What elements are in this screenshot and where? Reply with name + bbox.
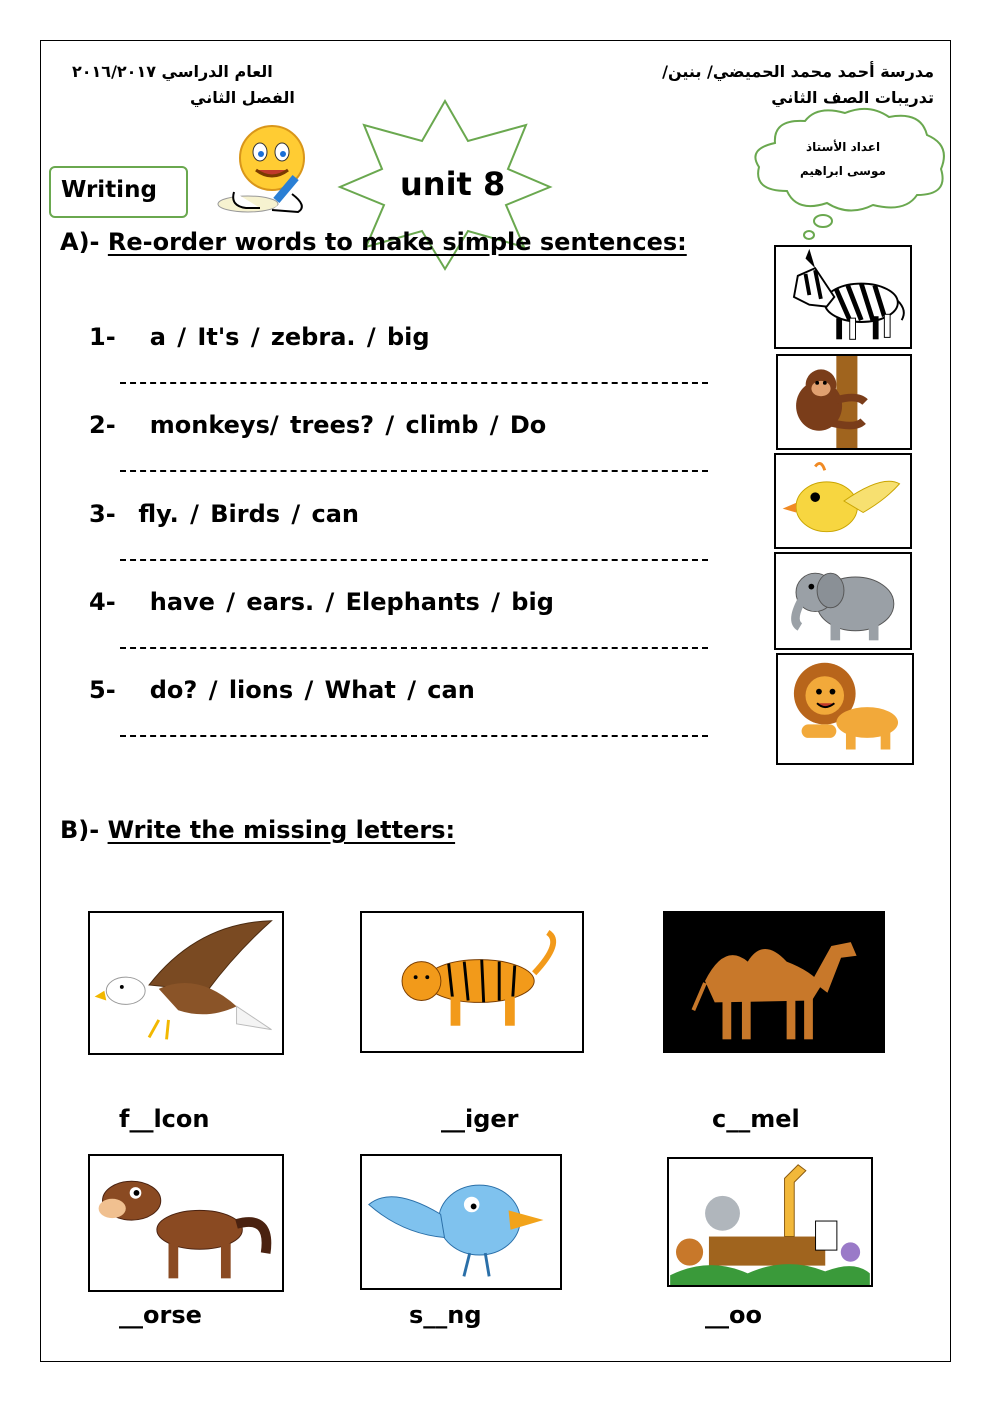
camel-image	[663, 911, 885, 1053]
eagle-icon	[90, 913, 282, 1053]
item-words: do? / lions / What / can	[149, 676, 475, 704]
eagle-image	[88, 911, 284, 1055]
grade-training: تدريبات الصف الثاني	[771, 88, 934, 107]
zebra-icon	[776, 247, 910, 347]
section-b-title: Write the missing letters:	[107, 816, 456, 844]
answer-line-5[interactable]	[120, 735, 708, 737]
missing-letters-word: __oo	[705, 1301, 762, 1329]
answer-line-3[interactable]	[120, 559, 708, 561]
zoo-icon	[669, 1159, 871, 1285]
semester: الفصل الثاني	[190, 88, 295, 107]
unit-title: unit 8	[400, 165, 506, 203]
sentence-item-4	[89, 588, 554, 616]
section-a-title: Re-order words to make simple sentences:	[107, 228, 687, 256]
tiger-image	[360, 911, 584, 1053]
sentence-item-1	[89, 323, 430, 351]
prepared-by-label: اعداد الأستاذ	[806, 140, 881, 154]
item-words: have / ears. / Elephants / big	[149, 588, 554, 616]
horse-icon	[90, 1156, 282, 1290]
missing-letters-word: c__mel	[712, 1105, 800, 1133]
songbird-image	[360, 1154, 562, 1290]
songbird-icon	[362, 1156, 560, 1288]
missing-letters-word: s__ng	[409, 1301, 482, 1329]
monkey-icon	[778, 356, 910, 448]
bird-image	[774, 453, 912, 549]
missing-letters-word: f__lcon	[119, 1105, 210, 1133]
sentence-item-3	[89, 500, 359, 528]
section-a-heading	[60, 228, 687, 256]
answer-line-2[interactable]	[120, 470, 708, 472]
elephant-icon	[776, 554, 910, 648]
school-name: مدرسة أحمد محمد الحميضي/ بنين/	[662, 62, 934, 81]
item-words: a / It's / zebra. / big	[149, 323, 430, 351]
writing-label: Writing	[61, 177, 157, 203]
zebra-image	[774, 245, 912, 349]
school-year: العام الدراسي ٢٠١٦/٢٠١٧	[72, 62, 273, 81]
smiley-writing-icon	[212, 122, 330, 218]
section-a-prefix: A)-	[60, 228, 108, 256]
missing-letters-word: __orse	[119, 1301, 202, 1329]
answer-line-1[interactable]	[120, 382, 708, 384]
section-b-prefix: B)-	[60, 816, 108, 844]
item-number: 2-	[89, 411, 116, 439]
item-number: 5-	[89, 676, 116, 704]
camel-icon	[665, 913, 883, 1051]
item-words: fly. / Birds / can	[138, 500, 360, 528]
lion-icon	[778, 655, 912, 763]
sentence-item-5	[89, 676, 475, 704]
item-number: 1-	[89, 323, 116, 351]
bird-icon	[776, 455, 910, 547]
sentence-item-2	[89, 411, 546, 439]
horse-image	[88, 1154, 284, 1292]
item-number: 3-	[89, 500, 116, 528]
missing-letters-word: __iger	[441, 1105, 519, 1133]
zoo-image	[667, 1157, 873, 1287]
tiger-icon	[362, 913, 582, 1051]
answer-line-4[interactable]	[120, 647, 708, 649]
teacher-name: موسى ابراهيم	[800, 164, 886, 178]
monkey-image	[776, 354, 912, 450]
section-b-heading	[60, 816, 455, 844]
elephant-image	[774, 552, 912, 650]
lion-image	[776, 653, 914, 765]
writing-badge	[49, 166, 188, 218]
item-words: monkeys/ trees? / climb / Do	[149, 411, 547, 439]
item-number: 4-	[89, 588, 116, 616]
